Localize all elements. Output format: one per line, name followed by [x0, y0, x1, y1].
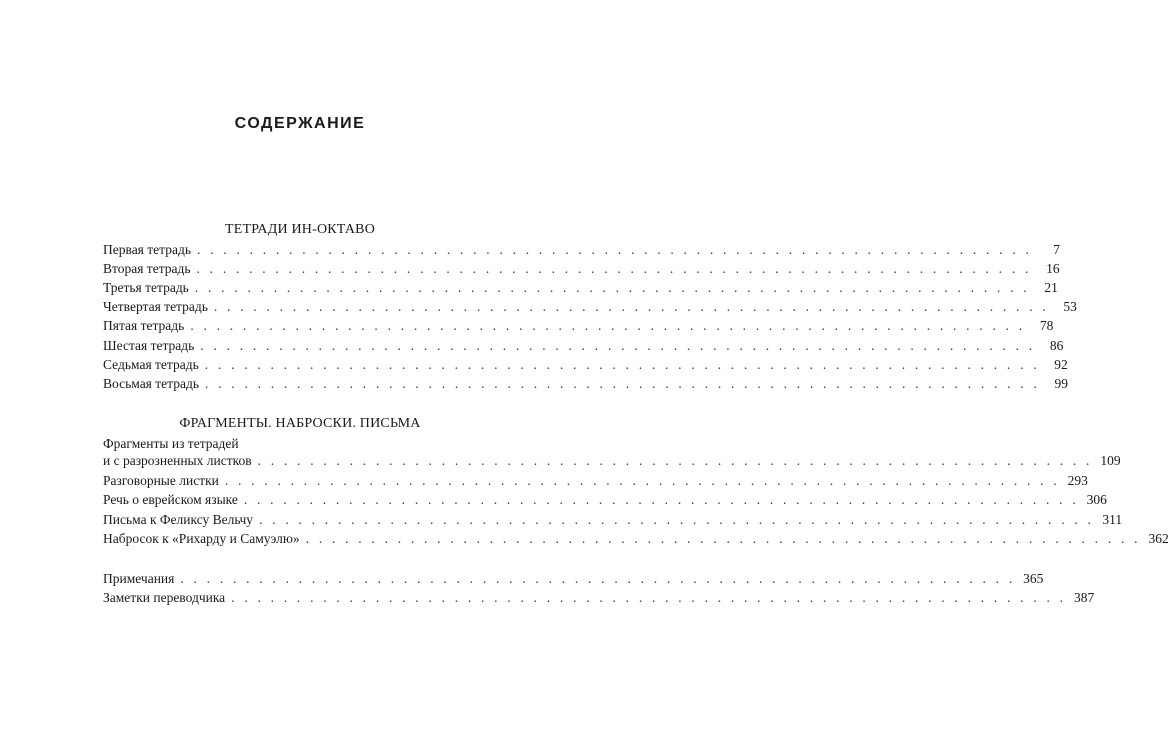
toc-leader-dots: . . . . . . . . . . . . . . . . . . . . . . . . . . . . . . . . . . . . . . . . . . . . . . . . . . . . . . . . . . . . . . . . — [259, 512, 1095, 527]
toc-entry-label: Письма к Феликсу Вельчу — [103, 512, 254, 527]
toc-entry[interactable] — [103, 511, 1123, 529]
toc-leader-dots: . . . . . . . . . . . . . . . . . . . . . . . . . . . . . . . . . . . . . . . . . . . . . . . . . . . . . . . . . . . . . . . . — [196, 261, 1032, 276]
toc-entry[interactable] — [103, 317, 1054, 335]
toc-entry-label: Разговорные листки — [103, 473, 219, 488]
toc-entry-label: Набросок к «Рихарду и Самуэлю» — [103, 531, 300, 546]
toc-entry-page: 387 — [1073, 590, 1095, 605]
toc-entry-label: Седьмая тетрадь — [103, 357, 199, 372]
toc-entry[interactable] — [103, 337, 1064, 355]
toc-leader-dots: . . . . . . . . . . . . . . . . . . . . . . . . . . . . . . . . . . . . . . . . . . . . . . . . . . . . . . . . . . . . . . . . — [243, 492, 1079, 507]
toc-leader-dots: . . . . . . . . . . . . . . . . . . . . . . . . . . . . . . . . . . . . . . . . . . . . . . . . . . . . . . . . . . . . . . . . — [305, 531, 1141, 546]
toc-entry[interactable] — [103, 530, 1169, 548]
toc-entry-page: 109 — [1100, 453, 1121, 468]
section-heading: ФРАГМЕНТЫ. НАБРОСКИ. ПИСЬМА — [179, 416, 421, 431]
toc-leader-dots: . . . . . . . . . . . . . . . . . . . . . . . . . . . . . . . . . . . . . . . . . . . . . . . . . . . . . . . . . . . . . . . . — [194, 280, 1030, 295]
toc-entry[interactable] — [103, 375, 1069, 393]
toc-leader-dots: . . . . . . . . . . . . . . . . . . . . . . . . . . . . . . . . . . . . . . . . . . . . . . . . . . . . . . . . . . . . . . . . — [197, 242, 1033, 257]
toc-entry-page: 362 — [1148, 531, 1169, 546]
toc-entry-label: Речь о еврейском языке — [103, 492, 238, 507]
toc-entry-label: Восьмая тетрадь — [103, 376, 199, 391]
toc-entry-label: Третья тетрадь — [103, 280, 189, 295]
toc-entry-page: 92 — [1054, 357, 1068, 372]
toc-entry-label: и с разрозненных листков — [103, 453, 252, 468]
toc-leader-dots: . . . . . . . . . . . . . . . . . . . . . . . . . . . . . . . . . . . . . . . . . . . . . . . . . . . . . . . . . . . . . . . . — [231, 590, 1067, 605]
toc-leader-dots: . . . . . . . . . . . . . . . . . . . . . . . . . . . . . . . . . . . . . . . . . . . . . . . . . . . . . . . . . . . . . . . . — [224, 473, 1060, 488]
toc-entry-page: 78 — [1039, 318, 1054, 333]
toc-entry[interactable] — [103, 491, 1107, 509]
toc-entry-label: Пятая тетрадь — [103, 318, 185, 333]
toc-entry-page: 16 — [1046, 261, 1060, 276]
toc-entry-page: 365 — [1023, 571, 1044, 586]
toc-entry-page: 21 — [1044, 280, 1058, 295]
toc-entry[interactable] — [103, 298, 1077, 316]
toc-leader-dots: . . . . . . . . . . . . . . . . . . . . . . . . . . . . . . . . . . . . . . . . . . . . . . . . . . . . . . . . . . . . . . . . — [190, 318, 1026, 333]
toc-entry-page: 311 — [1102, 512, 1123, 527]
toc-entry-page: 99 — [1054, 376, 1069, 391]
toc-entry[interactable] — [103, 589, 1095, 607]
toc-leader-dots: . . . . . . . . . . . . . . . . . . . . . . . . . . . . . . . . . . . . . . . . . . . . . . . . . . . . . . . . . . . . . . . . — [205, 376, 1041, 391]
toc-entry-label: Примечания — [103, 571, 175, 586]
toc-entry[interactable] — [103, 452, 1121, 470]
toc-leader-dots: . . . . . . . . . . . . . . . . . . . . . . . . . . . . . . . . . . . . . . . . . . . . . . . . . . . . . . . . . . . . . . . . — [180, 571, 1016, 586]
toc-entry[interactable] — [103, 356, 1068, 374]
toc-entry-page: 86 — [1049, 338, 1064, 353]
toc-entry[interactable] — [103, 241, 1061, 259]
toc-leader-dots: . . . . . . . . . . . . . . . . . . . . . . . . . . . . . . . . . . . . . . . . . . . . . . . . . . . . . . . . . . . . . . . . — [204, 357, 1040, 372]
page-title: СОДЕРЖАНИЕ — [234, 115, 366, 132]
toc-leader-dots: . . . . . . . . . . . . . . . . . . . . . . . . . . . . . . . . . . . . . . . . . . . . . . . . . . . . . . . . . . . . . . . . — [257, 453, 1093, 468]
toc-entry-label: Четвертая тетрадь — [103, 299, 208, 314]
toc-entry-label-line1: Фрагменты из тетрадей — [103, 436, 239, 451]
toc-entry-page: 306 — [1086, 492, 1107, 507]
toc-entry-page: 7 — [1053, 242, 1061, 257]
toc-entry[interactable] — [103, 260, 1060, 278]
section-heading: ТЕТРАДИ ИН-ОКТАВО — [224, 222, 376, 237]
toc-entry-label: Шестая тетрадь — [103, 338, 195, 353]
toc-entry[interactable] — [103, 570, 1044, 588]
toc-entry[interactable] — [103, 472, 1088, 490]
toc-entry[interactable] — [103, 279, 1058, 297]
toc-entry-label: Вторая тетрадь — [103, 261, 191, 276]
toc-leader-dots: . . . . . . . . . . . . . . . . . . . . . . . . . . . . . . . . . . . . . . . . . . . . . . . . . . . . . . . . . . . . . . . . — [200, 338, 1036, 353]
toc-entry-page: 53 — [1063, 299, 1077, 314]
toc-entry-page: 293 — [1067, 473, 1088, 488]
toc-entry-label: Заметки переводчика — [103, 590, 226, 605]
toc-leader-dots: . . . . . . . . . . . . . . . . . . . . . . . . . . . . . . . . . . . . . . . . . . . . . . . . . . . . . . . . . . . . . . . . — [213, 299, 1049, 314]
toc-entry-label: Первая тетрадь — [103, 242, 191, 257]
